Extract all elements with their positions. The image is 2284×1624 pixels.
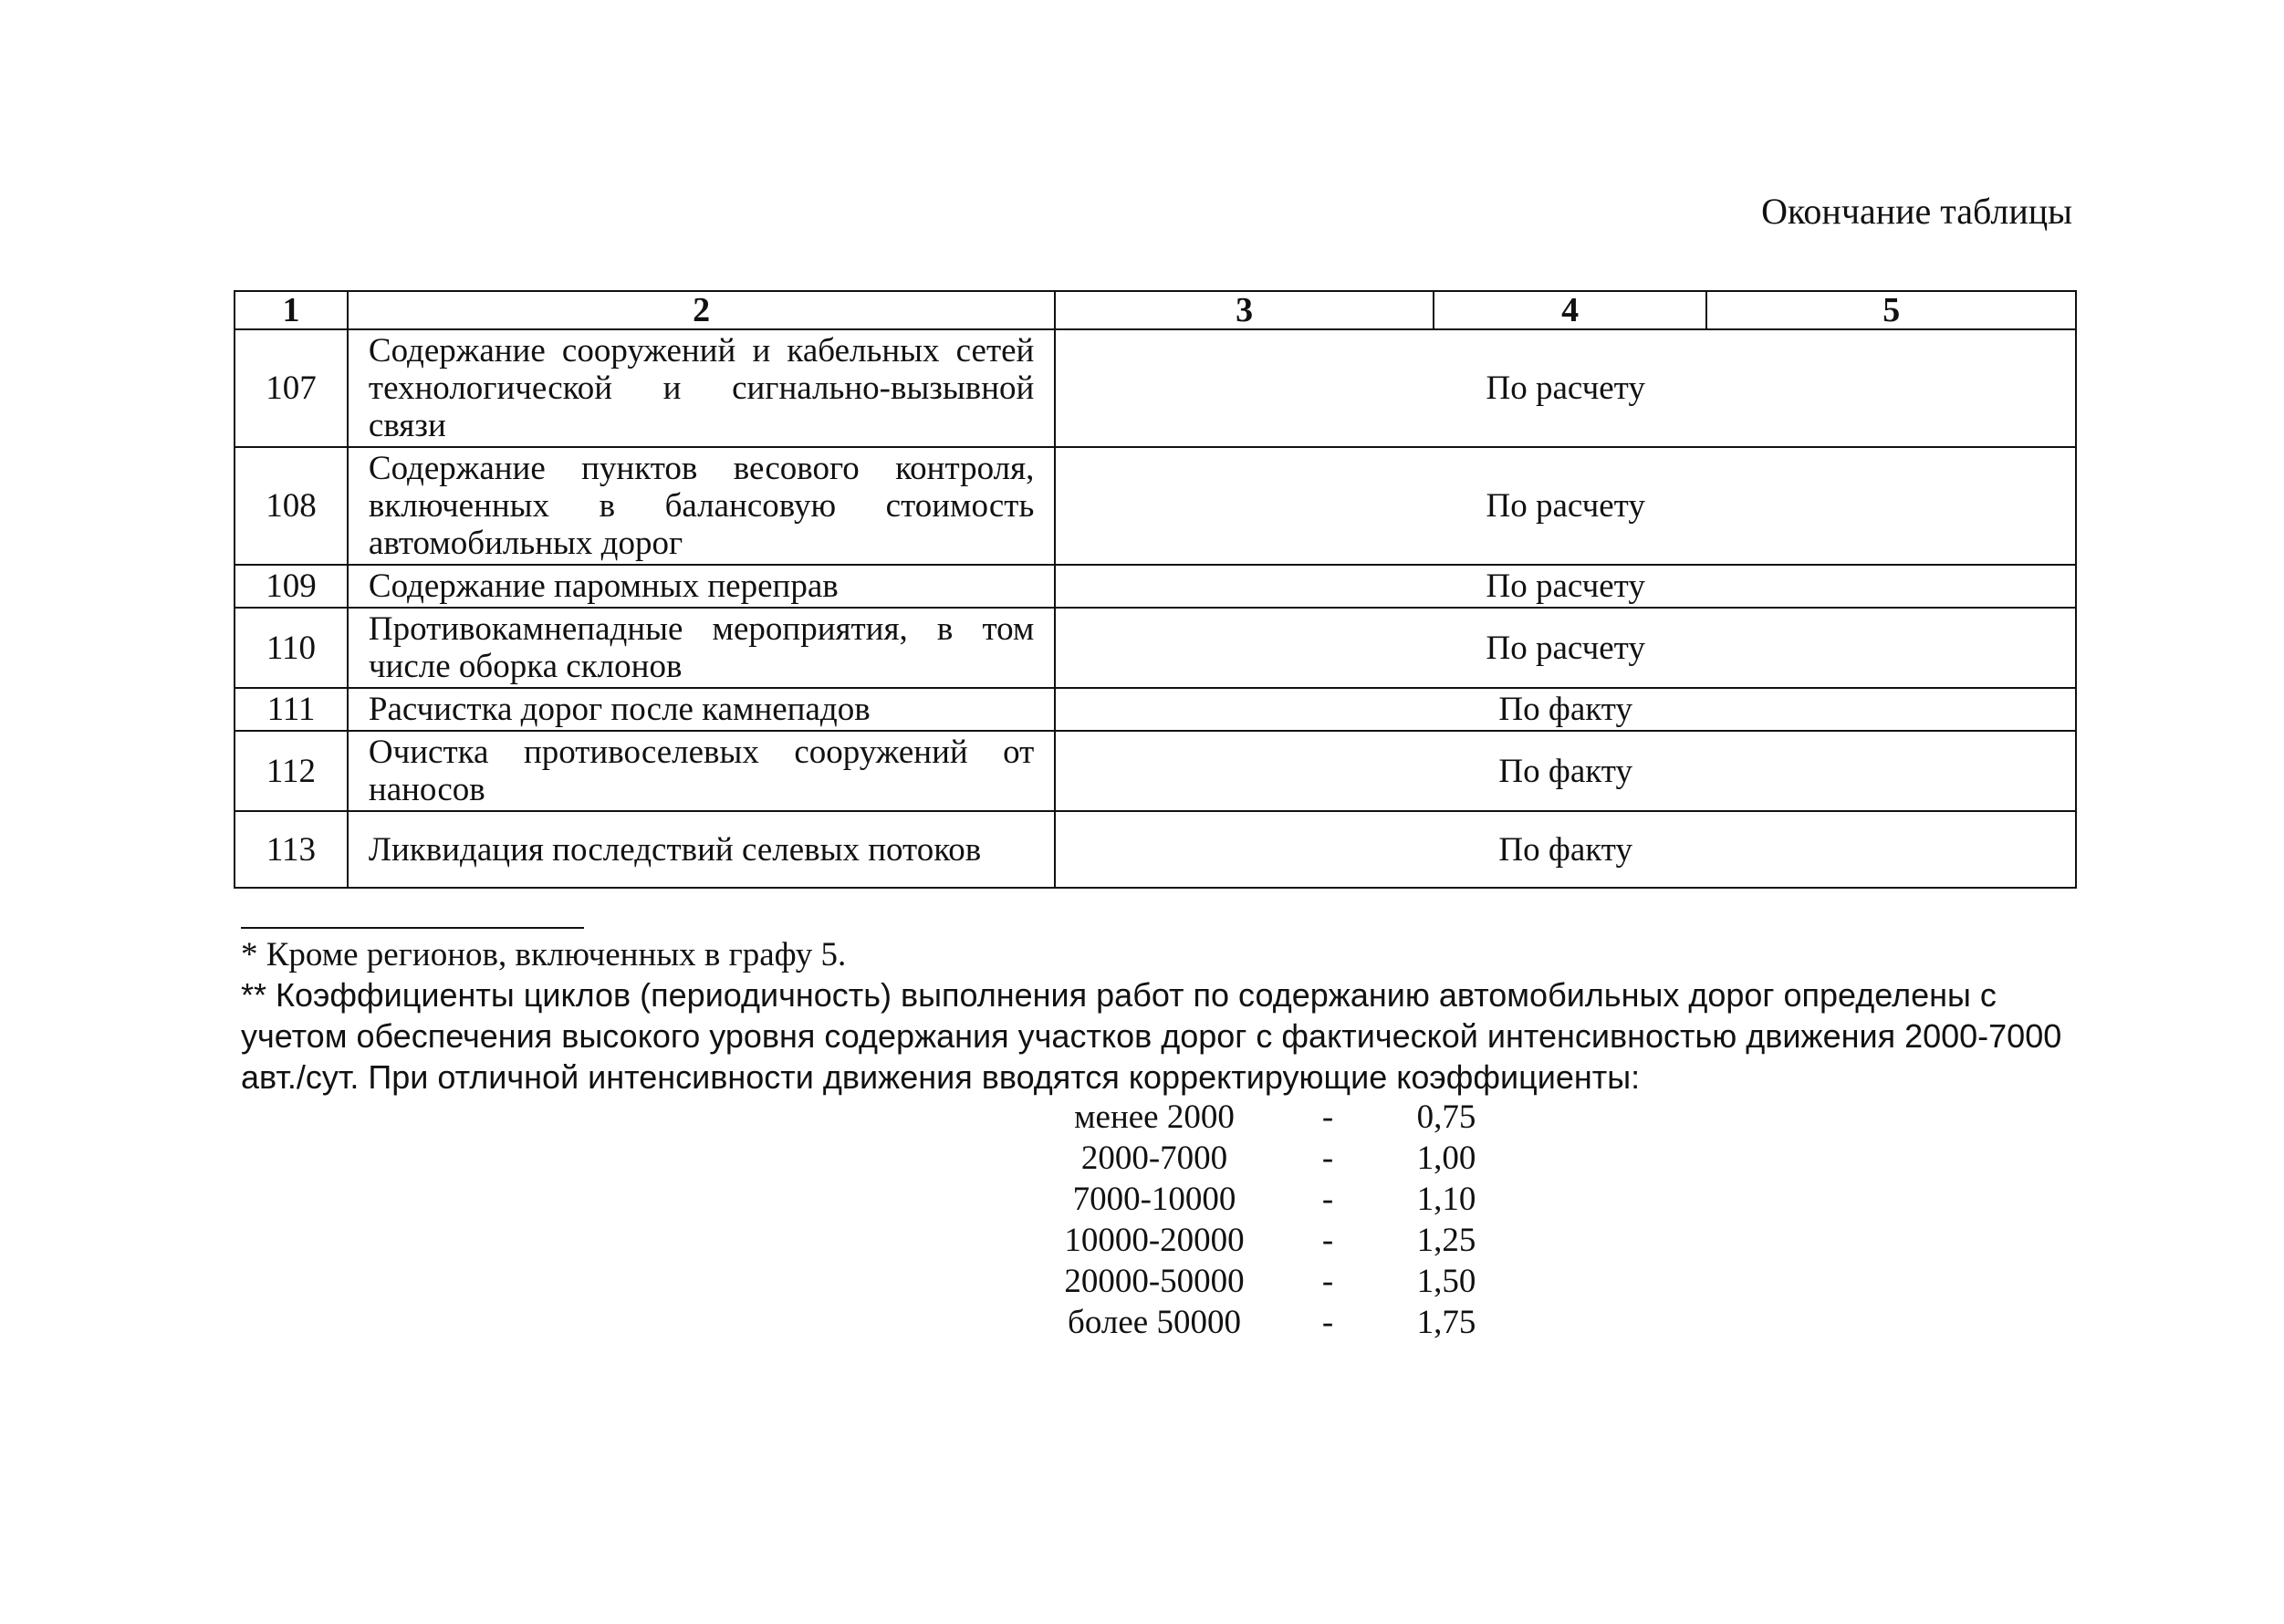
coefficients-list [1049, 1097, 1497, 1343]
list-item [1049, 1138, 1497, 1179]
table-header-row [235, 291, 2076, 329]
row-description: Очистка противоселевых сооружений от наносов [348, 731, 1055, 811]
row-value: По факту [1055, 811, 2076, 888]
table-row [235, 731, 2076, 811]
row-number: 107 [235, 329, 348, 447]
table-row [235, 608, 2076, 688]
coefficient-range: более 50000 [1068, 1304, 1241, 1341]
footnote-divider [241, 927, 584, 929]
row-number: 108 [235, 447, 348, 565]
coefficient-range: менее 2000 [1074, 1098, 1235, 1136]
row-description: Противокамнепадные мероприятия, в том числе оборка склонов [348, 608, 1055, 688]
header-col-5: 5 [1706, 291, 2076, 329]
coefficient-dash: - [1321, 1304, 1334, 1341]
row-value: По расчету [1055, 608, 2076, 688]
row-description: Расчистка дорог после камнепадов [348, 688, 1055, 731]
coefficient-dash: - [1321, 1098, 1334, 1136]
row-value: По факту [1055, 688, 2076, 731]
coefficient-range: 20000-50000 [1064, 1263, 1245, 1300]
coefficient-range: 7000-10000 [1072, 1181, 1236, 1218]
coefficient-dash: - [1321, 1140, 1334, 1177]
coefficient-dash: - [1321, 1263, 1334, 1300]
list-item [1049, 1261, 1497, 1302]
header-col-4: 4 [1434, 291, 1707, 329]
table-row [235, 329, 2076, 447]
list-item [1049, 1220, 1497, 1261]
row-description: Содержание пунктов весового контроля, включенных в балансовую стоимость автомобильных дорог [348, 447, 1055, 565]
table-row [235, 447, 2076, 565]
row-number: 110 [235, 608, 348, 688]
row-value: По расчету [1055, 329, 2076, 447]
row-number: 112 [235, 731, 348, 811]
table-continuation-caption: Окончание таблицы [1761, 191, 2072, 232]
row-number: 109 [235, 565, 348, 608]
footnote-1: * Кроме регионов, включенных в графу 5. [241, 936, 847, 973]
list-item [1049, 1302, 1497, 1343]
table-row [235, 565, 2076, 608]
list-item [1049, 1097, 1497, 1138]
coefficient-value: 1,50 [1416, 1263, 1476, 1300]
table-row [235, 811, 2076, 888]
row-number: 113 [235, 811, 348, 888]
coefficient-range: 10000-20000 [1064, 1222, 1245, 1259]
coefficient-value: 1,00 [1416, 1140, 1476, 1177]
coefficient-dash: - [1321, 1181, 1334, 1218]
row-value: По факту [1055, 731, 2076, 811]
coefficient-value: 0,75 [1416, 1098, 1476, 1136]
coefficient-dash: - [1321, 1222, 1334, 1259]
coefficient-value: 1,75 [1416, 1304, 1476, 1341]
list-item [1049, 1179, 1497, 1220]
row-description: Содержание паромных переправ [348, 565, 1055, 608]
coefficient-value: 1,10 [1416, 1181, 1476, 1218]
row-description: Содержание сооружений и кабельных сетей технологической и сигнально-вызывной связи [348, 329, 1055, 447]
main-table [234, 290, 2077, 889]
header-col-2: 2 [348, 291, 1055, 329]
row-description: Ликвидация последствий селевых потоков [348, 811, 1055, 888]
header-col-3: 3 [1055, 291, 1433, 329]
coefficient-value: 1,25 [1416, 1222, 1476, 1259]
row-value: По расчету [1055, 565, 2076, 608]
row-number: 111 [235, 688, 348, 731]
row-value: По расчету [1055, 447, 2076, 565]
coefficient-range: 2000-7000 [1080, 1140, 1228, 1177]
header-col-1: 1 [235, 291, 348, 329]
footnote-2: ** Коэффициенты циклов (периодичность) выполнения работ по содержанию автомобильных дорог определены с учетом обеспечения высокого уровня содержания участков дорог с фактической интенсивностью движения 2000-7000 авт./сут. При отличной интенсивности движения вводятся корректирующие коэффициенты: [241, 976, 2062, 1096]
table-row [235, 688, 2076, 731]
